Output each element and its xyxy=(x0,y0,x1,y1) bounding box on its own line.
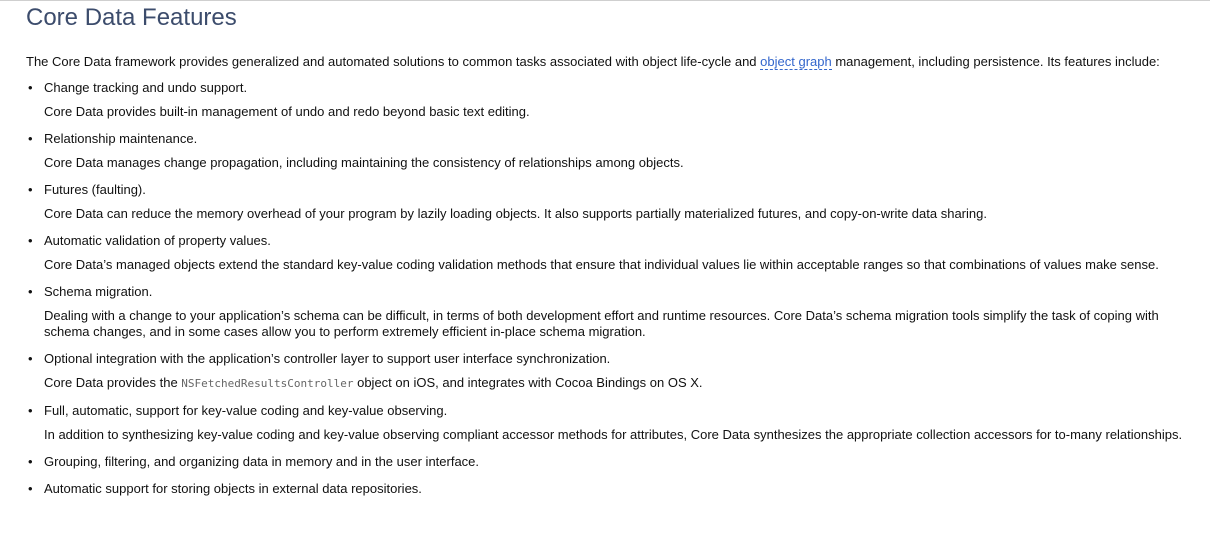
features-list xyxy=(26,80,1186,497)
bullet-icon: • xyxy=(28,80,33,95)
bullet-icon: • xyxy=(28,403,33,418)
feature-description: Dealing with a change to your application’s schema can be difficult, in terms of both development effort and runtime resources. Core Data’s schema migration tools simplify the task of coping with schema changes, and in some cases allow you to perform extremely efficient in-place schema migration. xyxy=(44,308,1159,339)
feature-description: Core Data provides built-in management of undo and redo beyond basic text editing. xyxy=(44,104,530,119)
intro-paragraph xyxy=(26,54,1186,70)
feature-heading: Grouping, filtering, and organizing data in memory and in the user interface. xyxy=(44,454,480,469)
feature-heading: Relationship maintenance. xyxy=(44,131,198,146)
list-item xyxy=(26,182,1186,222)
intro-text-after-link: management, including persistence. Its features include: xyxy=(831,54,1160,69)
list-item xyxy=(26,403,1186,443)
desc-text-before-code: Core Data provides the xyxy=(44,375,182,390)
feature-heading: Change tracking and undo support. xyxy=(44,80,248,95)
bullet-icon: • xyxy=(28,182,33,197)
bullet-icon: • xyxy=(28,131,33,146)
feature-heading: Full, automatic, support for key-value coding and key-value observing. xyxy=(44,403,448,418)
bullet-icon: • xyxy=(28,233,33,248)
list-item xyxy=(26,454,1186,470)
bullet-icon: • xyxy=(28,454,33,469)
bullet-icon: • xyxy=(28,481,33,496)
feature-description: Core Data’s managed objects extend the standard key-value coding validation methods that ensure that individual values lie within acceptable ranges so that combinations of values make sense. xyxy=(44,257,1159,272)
feature-heading: Futures (faulting). xyxy=(44,182,146,197)
feature-description: In addition to synthesizing key-value coding and key-value observing compliant accessor methods for attributes, Core Data synthesizes the appropriate collection accessors for to-many relationships. xyxy=(44,427,1183,442)
list-item xyxy=(26,284,1186,340)
feature-description: Core Data manages change propagation, including maintaining the consistency of relationships among objects. xyxy=(44,155,684,170)
feature-heading: Schema migration. xyxy=(44,284,153,299)
feature-description xyxy=(44,375,1186,392)
feature-description: Core Data can reduce the memory overhead of your program by lazily loading objects. It also supports partially materialized futures, and copy-on-write data sharing. xyxy=(44,206,987,221)
list-item xyxy=(26,351,1186,392)
list-item xyxy=(26,481,1186,497)
desc-text-after-code: object on iOS, and integrates with Cocoa Bindings on OS X. xyxy=(353,375,703,390)
bullet-icon: • xyxy=(28,284,33,299)
feature-heading: Automatic support for storing objects in external data repositories. xyxy=(44,481,422,496)
list-item xyxy=(26,233,1186,273)
feature-heading: Automatic validation of property values. xyxy=(44,233,271,248)
document-content xyxy=(26,0,1186,508)
object-graph-link[interactable]: object graph xyxy=(760,54,832,69)
class-name-code: NSFetchedResultsController xyxy=(181,377,354,390)
list-item xyxy=(26,131,1186,171)
intro-text-before-link: The Core Data framework provides generalized and automated solutions to common tasks associated with object life-cycle and xyxy=(26,54,761,69)
list-item xyxy=(26,80,1186,120)
page-title: Core Data Features xyxy=(26,4,237,31)
feature-heading: Optional integration with the application’s controller layer to support user interface synchronization. xyxy=(44,351,611,366)
bullet-icon: • xyxy=(28,351,33,366)
